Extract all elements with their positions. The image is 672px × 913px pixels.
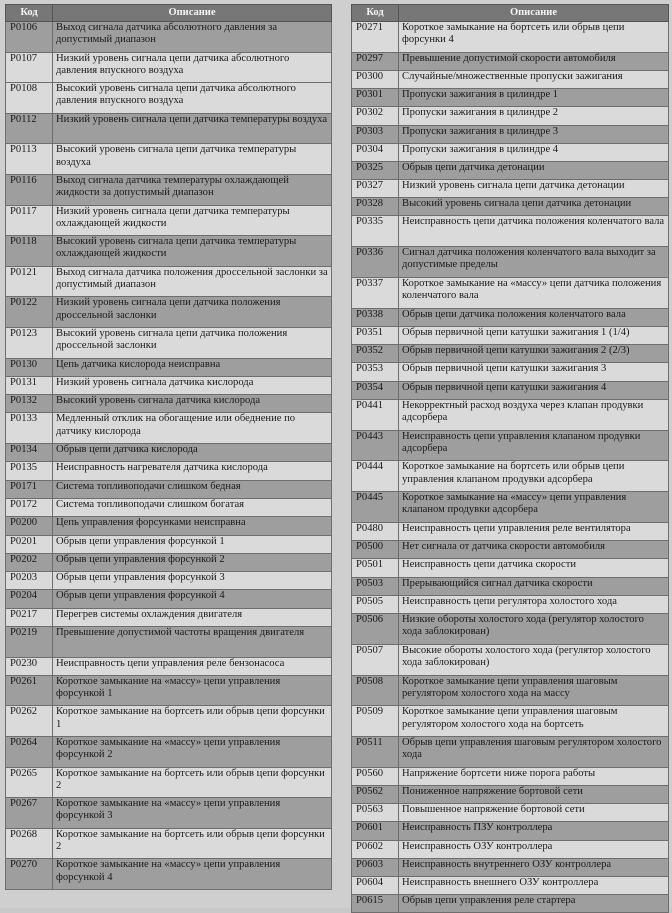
table-row (352, 737, 669, 768)
error-code: P0327 (352, 180, 399, 198)
table-row (6, 413, 332, 444)
error-description: Система топливоподачи слишком бедная (53, 480, 332, 498)
table-row (352, 858, 669, 876)
error-description: Короткое замыкание на «массу» цепи управления форсункой 2 (53, 737, 332, 768)
error-description: Напряжение бортсети ниже порога работы (399, 767, 669, 785)
error-code: P0130 (6, 358, 53, 376)
table-row (6, 798, 332, 829)
error-code: P0509 (352, 706, 399, 737)
error-description: Случайные/множественные пропуски зажигания (399, 70, 669, 88)
error-description: Прерывающийся сигнал датчика скорости (399, 577, 669, 595)
error-code: P0443 (352, 430, 399, 461)
error-description: Короткое замыкание на «массу» цепи управления форсункой 3 (53, 798, 332, 829)
error-description: Обрыв цепи управления форсункой 1 (53, 535, 332, 553)
table-row (6, 297, 332, 328)
table-row (6, 553, 332, 571)
table-row (6, 444, 332, 462)
error-code: P0268 (6, 828, 53, 859)
error-description: Низкий уровень сигнала цепи датчика положения дроссельной заслонки (53, 297, 332, 328)
error-code: P0264 (6, 737, 53, 768)
table-row (352, 70, 669, 88)
error-code: P0171 (6, 480, 53, 498)
error-code: P0116 (6, 174, 53, 205)
error-code: P0445 (352, 492, 399, 523)
error-description: Неисправность цепи управления клапаном продувки адсорбера (399, 430, 669, 461)
error-description: Обрыв первичной цепи катушки зажигания 1 (1/4) (399, 327, 669, 345)
header-code: Код (6, 5, 53, 22)
error-description: Высокий уровень сигнала цепи датчика положения дроссельной заслонки (53, 327, 332, 358)
error-description: Пропуски зажигания в цилиндре 1 (399, 89, 669, 107)
table-row (352, 363, 669, 381)
table-row (6, 657, 332, 675)
error-code: P0202 (6, 553, 53, 571)
header-description: Описание (53, 5, 332, 22)
table-row (6, 498, 332, 516)
table-row (352, 613, 669, 644)
table-row (352, 125, 669, 143)
table-row (352, 595, 669, 613)
table-row (6, 737, 332, 768)
table-row (6, 675, 332, 706)
error-description: Обрыв первичной цепи катушки зажигания 2 (2/3) (399, 345, 669, 363)
error-description: Выход сигнала датчика абсолютного давления за допустимый диапазон (53, 22, 332, 53)
table-row (352, 895, 669, 913)
error-description: Превышение допустимой частоты вращения двигателя (53, 626, 332, 657)
error-code: P0604 (352, 877, 399, 895)
error-code: P0117 (6, 205, 53, 236)
error-description: Обрыв цепи датчика положения коленчатого вала (399, 308, 669, 326)
error-code: P0200 (6, 517, 53, 535)
table-row (6, 462, 332, 480)
error-code: P0302 (352, 107, 399, 125)
error-code: P0562 (352, 786, 399, 804)
table-row (352, 706, 669, 737)
table-row (6, 828, 332, 859)
table-row (6, 626, 332, 657)
table-row (6, 572, 332, 590)
table-row (352, 523, 669, 541)
table-row (352, 767, 669, 785)
error-code: P0441 (352, 399, 399, 430)
error-description: Низкий уровень сигнала цепи датчика температуры воздуха (53, 113, 332, 144)
error-code: P0304 (352, 143, 399, 161)
error-description: Пропуски зажигания в цилиндре 4 (399, 143, 669, 161)
table-header (352, 5, 669, 22)
table-row (352, 345, 669, 363)
error-description: Обрыв цепи датчика кислорода (53, 444, 332, 462)
error-description: Высокий уровень сигнала датчика кислорода (53, 395, 332, 413)
error-description: Короткое замыкание на бортсеть или обрыв цепи форсунки 4 (399, 22, 669, 53)
error-description: Высокий уровень сигнала цепи датчика температуры воздуха (53, 144, 332, 175)
table-row (6, 113, 332, 144)
left-table-body (6, 22, 332, 890)
error-code: P0563 (352, 804, 399, 822)
error-code: P0121 (6, 266, 53, 297)
table-row (352, 840, 669, 858)
table-row (352, 143, 669, 161)
table-row (6, 376, 332, 394)
table-row (6, 535, 332, 553)
error-code: P0261 (6, 675, 53, 706)
error-code: P0303 (352, 125, 399, 143)
error-description: Неисправность внешнего ОЗУ контроллера (399, 877, 669, 895)
table-row (6, 144, 332, 175)
table-row (6, 83, 332, 114)
error-code: P0133 (6, 413, 53, 444)
error-description: Сигнал датчика положения коленчатого вала выходит за допустимые пределы (399, 247, 669, 278)
error-code: P0265 (6, 767, 53, 798)
table-row (352, 22, 669, 53)
error-code: P0353 (352, 363, 399, 381)
error-description: Низкий уровень сигнала датчика кислорода (53, 376, 332, 394)
table-row (6, 52, 332, 83)
error-code: P0300 (352, 70, 399, 88)
error-code: P0270 (6, 859, 53, 890)
error-description: Обрыв цепи датчика детонации (399, 161, 669, 179)
table-row (6, 266, 332, 297)
error-code: P0135 (6, 462, 53, 480)
table-row (352, 461, 669, 492)
table-row (352, 198, 669, 216)
error-description: Неисправность цепи управления реле бензонасоса (53, 657, 332, 675)
error-code: P0602 (352, 840, 399, 858)
error-code: P0511 (352, 737, 399, 768)
error-description: Короткое замыкание на «массу» цепи управления форсункой 4 (53, 859, 332, 890)
error-description: Короткое замыкание на бортсеть или обрыв цепи управления клапаном продувки адсорбера (399, 461, 669, 492)
table-row (6, 174, 332, 205)
error-description: Неисправность ОЗУ контроллера (399, 840, 669, 858)
error-code: P0132 (6, 395, 53, 413)
error-code: P0131 (6, 376, 53, 394)
error-description: Обрыв цепи управления шаговым регулятором холостого хода (399, 737, 669, 768)
error-description: Обрыв первичной цепи катушки зажигания 3 (399, 363, 669, 381)
error-description: Низкий уровень сигнала цепи датчика абсолютного давления впускного воздуха (53, 52, 332, 83)
error-description: Короткое замыкание на «массу» цепи управления клапаном продувки адсорбера (399, 492, 669, 523)
table-row (352, 399, 669, 430)
error-description: Высокий уровень сигнала цепи датчика детонации (399, 198, 669, 216)
error-description: Выход сигнала датчика положения дроссельной заслонки за допустимый диапазон (53, 266, 332, 297)
header-code: Код (352, 5, 399, 22)
error-description: Неисправность цепи датчика скорости (399, 559, 669, 577)
error-description: Неисправность ПЗУ контроллера (399, 822, 669, 840)
error-description: Система топливоподачи слишком богатая (53, 498, 332, 516)
error-description: Короткое замыкание цепи управления шаговым регулятором холостого хода на бортсеть (399, 706, 669, 737)
error-code: P0230 (6, 657, 53, 675)
table-row (6, 480, 332, 498)
error-description: Короткое замыкание цепи управления шаговым регулятором холостого хода на массу (399, 675, 669, 706)
table-row (352, 107, 669, 125)
error-code: P0113 (6, 144, 53, 175)
error-description: Цепь датчика кислорода неисправна (53, 358, 332, 376)
error-code: P0297 (352, 52, 399, 70)
error-description: Короткое замыкание на «массу» цепи управления форсункой 1 (53, 675, 332, 706)
table-row (352, 492, 669, 523)
table-row (352, 381, 669, 399)
error-description: Неисправность цепи датчика положения коленчатого вала (399, 216, 669, 247)
error-code: P0444 (352, 461, 399, 492)
error-description: Низкие обороты холостого хода (регулятор холостого хода заблокирован) (399, 613, 669, 644)
error-code: P0267 (6, 798, 53, 829)
error-description: Выход сигнала датчика температуры охлаждающей жидкости за допустимый диапазон (53, 174, 332, 205)
error-code: P0107 (6, 52, 53, 83)
error-code: P0271 (352, 22, 399, 53)
table-row (352, 308, 669, 326)
error-description: Цепь управления форсунками неисправна (53, 517, 332, 535)
error-description: Низкий уровень сигнала цепи датчика детонации (399, 180, 669, 198)
error-description: Неисправность внутреннего ОЗУ контроллера (399, 858, 669, 876)
table-row (352, 247, 669, 278)
table-row (6, 767, 332, 798)
error-code: P0328 (352, 198, 399, 216)
table-row (352, 877, 669, 895)
table-header (6, 5, 332, 22)
left-code-table (5, 4, 332, 890)
error-code: P0203 (6, 572, 53, 590)
table-row (6, 395, 332, 413)
table-row (352, 804, 669, 822)
right-table-body (352, 22, 669, 913)
table-row (352, 644, 669, 675)
error-description: Пропуски зажигания в цилиндре 2 (399, 107, 669, 125)
error-description: Медленный отклик на обогащение или обеднение по датчику кислорода (53, 413, 332, 444)
error-description: Обрыв цепи управления форсункой 4 (53, 590, 332, 608)
table-row (352, 216, 669, 247)
error-description: Превышение допустимой скорости автомобиля (399, 52, 669, 70)
error-description: Короткое замыкание на бортсеть или обрыв цепи форсунки 2 (53, 767, 332, 798)
error-description: Нет сигнала от датчика скорости автомобиля (399, 541, 669, 559)
error-description: Высокие обороты холостого хода (регулятор холостого хода заблокирован) (399, 644, 669, 675)
table-row (6, 358, 332, 376)
right-code-table (351, 4, 669, 913)
error-description: Перегрев системы охлаждения двигателя (53, 608, 332, 626)
error-code: P0501 (352, 559, 399, 577)
error-code: P0505 (352, 595, 399, 613)
error-code: P0112 (6, 113, 53, 144)
table-row (6, 205, 332, 236)
error-description: Неисправность нагревателя датчика кислорода (53, 462, 332, 480)
error-code: P0118 (6, 236, 53, 267)
error-code: P0480 (352, 523, 399, 541)
table-row (6, 590, 332, 608)
error-code: P0500 (352, 541, 399, 559)
table-row (352, 52, 669, 70)
table-row (352, 430, 669, 461)
error-code: P0325 (352, 161, 399, 179)
error-code: P0123 (6, 327, 53, 358)
error-description: Неисправность цепи регулятора холостого хода (399, 595, 669, 613)
table-row (352, 786, 669, 804)
error-code: P0106 (6, 22, 53, 53)
table-row (352, 89, 669, 107)
error-code: P0335 (352, 216, 399, 247)
error-description: Обрыв цепи управления форсункой 3 (53, 572, 332, 590)
error-description: Повышенное напряжение бортовой сети (399, 804, 669, 822)
error-code: P0506 (352, 613, 399, 644)
error-description: Обрыв первичной цепи катушки зажигания 4 (399, 381, 669, 399)
table-row (352, 161, 669, 179)
table-row (352, 180, 669, 198)
error-description: Низкий уровень сигнала цепи датчика температуры охлаждающей жидкости (53, 205, 332, 236)
error-code: P0219 (6, 626, 53, 657)
error-code: P0336 (352, 247, 399, 278)
error-code: P0204 (6, 590, 53, 608)
error-code: P0301 (352, 89, 399, 107)
error-description: Короткое замыкание на «массу» цепи датчика положения коленчатого вала (399, 278, 669, 309)
error-code: P0508 (352, 675, 399, 706)
error-description: Пропуски зажигания в цилиндре 3 (399, 125, 669, 143)
table-row (6, 706, 332, 737)
error-description: Неисправность цепи управления реле вентилятора (399, 523, 669, 541)
header-description: Описание (399, 5, 669, 22)
table-row (6, 236, 332, 267)
error-code: P0108 (6, 83, 53, 114)
error-code: P0172 (6, 498, 53, 516)
table-row (352, 327, 669, 345)
error-description: Высокий уровень сигнала цепи датчика абсолютного давления впускного воздуха (53, 83, 332, 114)
error-code: P0217 (6, 608, 53, 626)
error-description: Короткое замыкание на бортсеть или обрыв цепи форсунки 1 (53, 706, 332, 737)
table-row (6, 859, 332, 890)
error-code: P0201 (6, 535, 53, 553)
error-description: Обрыв цепи управления реле стартера (399, 895, 669, 913)
table-row (6, 327, 332, 358)
error-code: P0507 (352, 644, 399, 675)
error-code: P0134 (6, 444, 53, 462)
error-code: P0351 (352, 327, 399, 345)
error-code: P0601 (352, 822, 399, 840)
error-code: P0337 (352, 278, 399, 309)
error-code: P0603 (352, 858, 399, 876)
table-row (6, 22, 332, 53)
error-code: P0560 (352, 767, 399, 785)
error-description: Высокий уровень сигнала цепи датчика температуры охлаждающей жидкости (53, 236, 332, 267)
table-row (6, 517, 332, 535)
table-row (6, 608, 332, 626)
error-description: Пониженное напряжение бортовой сети (399, 786, 669, 804)
error-code: P0503 (352, 577, 399, 595)
table-row (352, 559, 669, 577)
table-row (352, 278, 669, 309)
error-code: P0338 (352, 308, 399, 326)
error-description: Обрыв цепи управления форсункой 2 (53, 553, 332, 571)
error-description: Короткое замыкание на бортсеть или обрыв цепи форсунки 2 (53, 828, 332, 859)
table-row (352, 541, 669, 559)
table-row (352, 577, 669, 595)
table-row (352, 822, 669, 840)
error-code: P0615 (352, 895, 399, 913)
table-row (352, 675, 669, 706)
error-code: P0122 (6, 297, 53, 328)
error-code: P0352 (352, 345, 399, 363)
error-code: P0262 (6, 706, 53, 737)
error-description: Некорректный расход воздуха через клапан продувки адсорбера (399, 399, 669, 430)
error-code: P0354 (352, 381, 399, 399)
